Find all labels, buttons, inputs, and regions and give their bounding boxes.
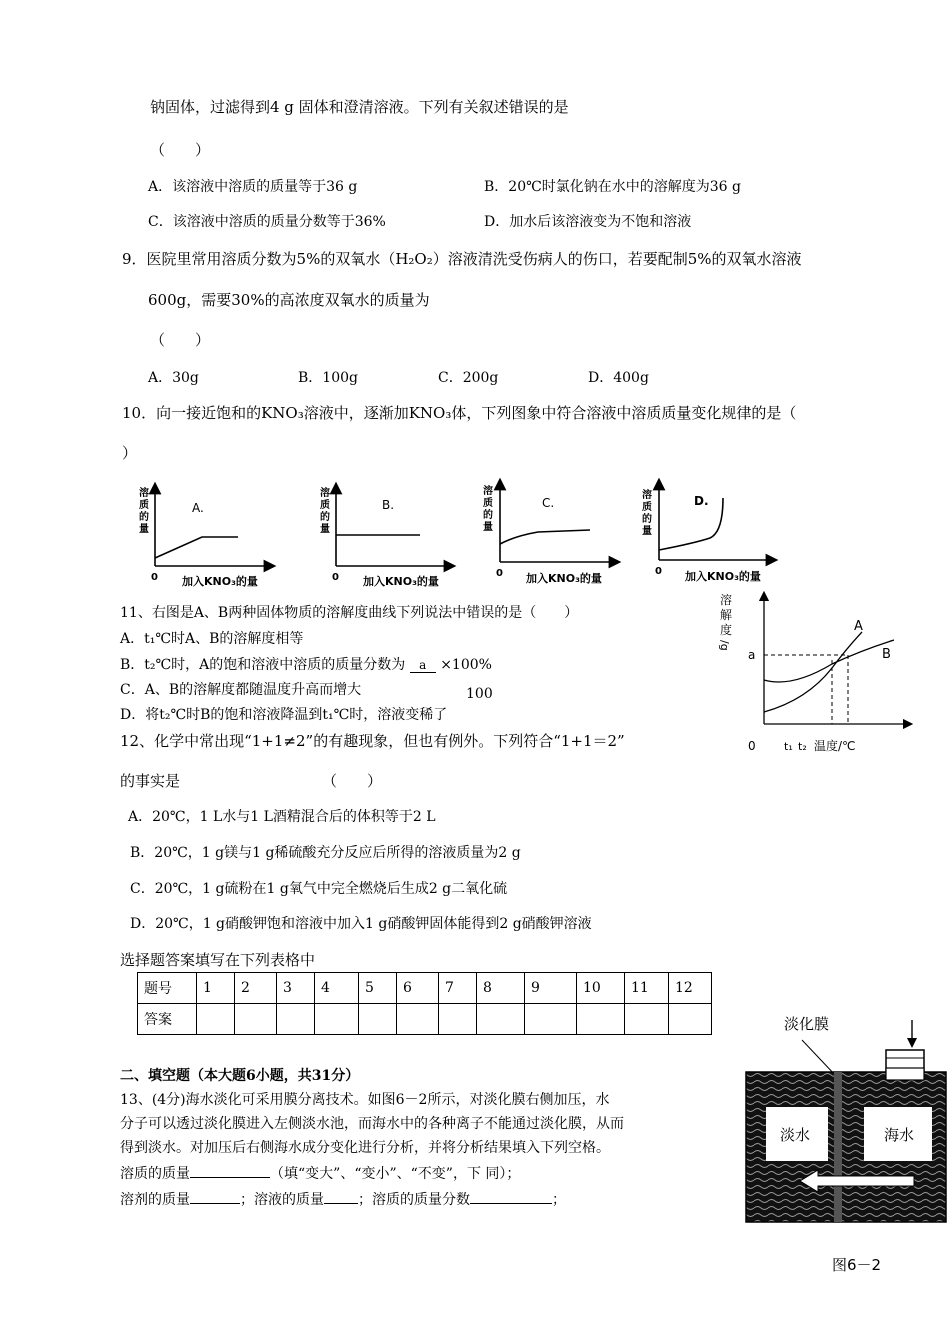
graph-d	[642, 484, 772, 583]
graph-d-xlabel: 加入KNO₃的量	[685, 570, 761, 583]
solubility-xlabel: 温度/℃	[814, 739, 856, 753]
q12-option-d: D．20℃，1 g硝酸钾饱和溶液中加入1 g硝酸钾固体能得到2 g硝酸钾溶液	[130, 916, 592, 932]
question-number-11: 11	[625, 973, 669, 1004]
q13-line-5	[120, 1189, 566, 1210]
question-number-6: 6	[397, 973, 439, 1004]
graph-d-ylabel-2: 质	[642, 502, 652, 513]
q12-stem-continuation: 的事实是	[120, 772, 181, 790]
answer-cell-5[interactable]	[359, 1004, 397, 1035]
q12-stem: 12、化学中常出现“1+1≠2”的有趣现象，但也有例外。下列符合“1+1＝2”	[120, 732, 625, 750]
graph-a-curve	[155, 537, 238, 558]
solubility-ylabel-2: 解	[720, 608, 733, 622]
question-number-2: 2	[235, 973, 277, 1004]
q11-option-c: C．A、B的溶解度都随温度升高而增大	[120, 682, 362, 698]
q10-graphs	[120, 478, 800, 588]
q10-stem-continuation: ）	[122, 444, 138, 462]
question-number-5: 5	[359, 973, 397, 1004]
q9-option-b: B．100g	[298, 370, 358, 386]
q13-line-5-end: ；	[552, 1192, 566, 1208]
solubility-a-tick: a	[748, 648, 756, 662]
curve-b-label: B	[882, 647, 891, 662]
q11-option-b-denominator: 100	[466, 686, 493, 702]
solubility-origin: 0	[748, 739, 756, 753]
solubility-ylabel-1: 溶	[720, 593, 733, 607]
solubility-graph	[712, 588, 920, 758]
graph-c-ylabel-1: 溶	[483, 486, 493, 497]
graph-a-label: A.	[192, 501, 204, 515]
graph-b-origin: 0	[332, 572, 339, 583]
solubility-ylabel-4: /g	[718, 640, 731, 651]
graph-b-label: B.	[382, 498, 395, 512]
q9-answer-paren: （ ）	[150, 331, 211, 349]
answer-table-caption: 选择题答案填写在下列表格中	[120, 951, 316, 969]
sea-water-label: 海水	[884, 1126, 915, 1144]
graph-a-ylabel-3: 的	[139, 512, 149, 523]
q13-line-3: 得到淡水。对加压后右侧海水成分变化进行分析，并将分析结果填入下列空格。	[120, 1140, 610, 1156]
question-number-8: 8	[477, 973, 525, 1004]
graph-d-ylabel-1: 溶	[642, 490, 652, 501]
solvent-mass-blank[interactable]	[190, 1189, 240, 1204]
graph-c	[483, 484, 615, 585]
graph-b-ylabel-3: 的	[320, 512, 330, 523]
graph-d-label: D.	[694, 494, 709, 508]
solute-mass-blank[interactable]	[190, 1163, 270, 1178]
solubility-t2: t₂	[798, 740, 807, 753]
curve-b	[764, 640, 894, 682]
graph-a-ylabel-1: 溶	[139, 488, 149, 499]
answer-table-answer-row	[138, 1004, 712, 1035]
q8-option-d: D．加水后该溶液变为不饱和溶液	[484, 214, 692, 230]
graph-c-curve	[500, 530, 590, 544]
answer-cell-1[interactable]	[197, 1004, 235, 1035]
answer-cell-11[interactable]	[625, 1004, 669, 1035]
graph-c-ylabel-2: 质	[483, 498, 493, 509]
mass-fraction-blank[interactable]	[470, 1189, 552, 1204]
q13-solution-mass-label: ；溶液的质量	[240, 1192, 324, 1208]
graph-b-ylabel-2: 质	[320, 500, 330, 511]
graph-b-ylabel-4: 量	[320, 524, 330, 535]
q11-option-b-text: B．t₂℃时，A的饱和溶液中溶质的质量分数为	[120, 657, 406, 673]
figure-caption: 图6－2	[832, 1256, 882, 1274]
answer-cell-10[interactable]	[577, 1004, 625, 1035]
solution-mass-blank[interactable]	[324, 1189, 358, 1204]
graph-c-origin: 0	[496, 568, 503, 579]
answer-cell-9[interactable]	[525, 1004, 577, 1035]
q11-option-b-numerator: a	[410, 658, 436, 673]
membrane-label: 淡化膜	[784, 1015, 830, 1033]
answer-cell-6[interactable]	[397, 1004, 439, 1035]
question-number-12: 12	[669, 973, 712, 1004]
q13-line-4	[120, 1163, 520, 1184]
graph-a-ylabel-2: 质	[139, 500, 149, 511]
fresh-water-label: 淡水	[780, 1126, 811, 1144]
graph-b	[320, 486, 450, 588]
curve-a	[764, 632, 862, 712]
graph-d-ylabel-4: 量	[642, 526, 652, 537]
q13-mass-fraction-label: ；溶质的质量分数	[358, 1192, 470, 1208]
answer-table	[137, 972, 712, 1035]
curve-a-label: A	[854, 619, 863, 634]
graph-c-label: C.	[542, 496, 555, 510]
graph-d-curve	[659, 498, 723, 550]
question-number-1: 1	[197, 973, 235, 1004]
graph-a-xlabel: 加入KNO₃的量	[182, 575, 258, 588]
q9-option-a: A．30g	[148, 370, 199, 386]
q13-line-1: 13、(4分)海水淡化可采用膜分离技术。如图6－2所示，对淡化膜右侧加压，水	[120, 1092, 610, 1108]
graph-d-origin: 0	[655, 566, 662, 577]
q13-line-2: 分子可以透过淡化膜进入左侧淡水池，而海水中的各种离子不能通过淡化膜，从而	[120, 1116, 624, 1132]
solubility-t1: t₁	[784, 740, 793, 753]
question-number-4: 4	[315, 973, 359, 1004]
graph-c-xlabel: 加入KNO₃的量	[526, 572, 602, 585]
graph-a	[139, 486, 270, 588]
q9-option-d: D．400g	[588, 370, 649, 386]
q9-option-c: C．200g	[438, 370, 499, 386]
answer-cell-2[interactable]	[235, 1004, 277, 1035]
answer-cell-4[interactable]	[315, 1004, 359, 1035]
q11-option-a: A．t₁℃时A、B的溶解度相等	[120, 631, 304, 647]
section2-title: 二、填空题（本大题6小题，共31分）	[120, 1068, 360, 1084]
q11-option-b	[120, 655, 492, 675]
question-number-7: 7	[439, 973, 477, 1004]
answer-cell-7[interactable]	[439, 1004, 477, 1035]
graph-a-ylabel-4: 量	[139, 524, 149, 535]
question-number-10: 10	[577, 973, 625, 1004]
q12-option-b: B．20℃，1 g镁与1 g稀硫酸充分反应后所得的溶液质量为2 g	[130, 845, 521, 861]
q13-solute-mass-label: 溶质的质量	[120, 1166, 190, 1182]
q9-stem-continuation: 600g，需要30%的高浓度双氧水的质量为	[148, 291, 430, 309]
graph-b-xlabel: 加入KNO₃的量	[363, 575, 439, 588]
q8-option-a: A．该溶液中溶质的质量等于36 g	[148, 179, 358, 195]
question-number-3: 3	[277, 973, 315, 1004]
q8-option-b: B．20℃时氯化钠在水中的溶解度为36 g	[484, 179, 741, 195]
membrane	[834, 1072, 842, 1222]
graph-a-origin: 0	[151, 572, 158, 583]
graph-c-ylabel-4: 量	[483, 522, 493, 533]
q11-option-d: D．将t₂℃时B的饱和溶液降温到t₁℃时，溶液变稀了	[120, 707, 448, 723]
answer-cell-12[interactable]	[669, 1004, 712, 1035]
q8-stem-continuation: 钠固体，过滤得到4 g 固体和澄清溶液。下列有关叙述错误的是	[150, 98, 569, 116]
q9-stem: 9．医院里常用溶质分数为5%的双氧水（H₂O₂）溶液清洗受伤病人的伤口，若要配制5%的双氧水溶液	[122, 250, 802, 268]
graph-d-ylabel-3: 的	[642, 514, 652, 525]
answer-table-header-label: 题号	[138, 973, 197, 1004]
q8-answer-paren: （ ）	[150, 141, 211, 159]
answer-cell-3[interactable]	[277, 1004, 315, 1035]
answer-table-header-row	[138, 973, 712, 1004]
answer-table-answer-label: 答案	[138, 1004, 197, 1035]
q12-option-a: A．20℃，1 L水与1 L酒精混合后的体积等于2 L	[128, 809, 436, 825]
q12-answer-paren: （ ）	[322, 772, 383, 790]
graph-b-ylabel-1: 溶	[320, 488, 330, 499]
q8-option-c: C．该溶液中溶质的质量分数等于36%	[148, 214, 386, 230]
figure-6-2	[740, 1008, 950, 1276]
q13-line-4-hint: （填“变大”、“变小”、“不变”，下 同）；	[270, 1166, 521, 1182]
question-number-9: 9	[525, 973, 577, 1004]
q11-stem: 11、右图是A、B两种固体物质的溶解度曲线下列说法中错误的是（ ）	[120, 605, 579, 621]
answer-cell-8[interactable]	[477, 1004, 525, 1035]
q10-stem: 10．向一接近饱和的KNO₃溶液中，逐渐加KNO₃体，下列图象中符合溶液中溶质质量变化规律的是（	[122, 404, 797, 422]
q12-option-c: C．20℃，1 g硫粉在1 g氧气中完全燃烧后生成2 g二氧化硫	[130, 881, 508, 897]
solubility-ylabel-3: 度	[720, 623, 733, 637]
q13-solvent-mass-label: 溶剂的质量	[120, 1192, 190, 1208]
graph-c-ylabel-3: 的	[483, 510, 493, 521]
q11-option-b-percent: ×100%	[440, 657, 492, 673]
